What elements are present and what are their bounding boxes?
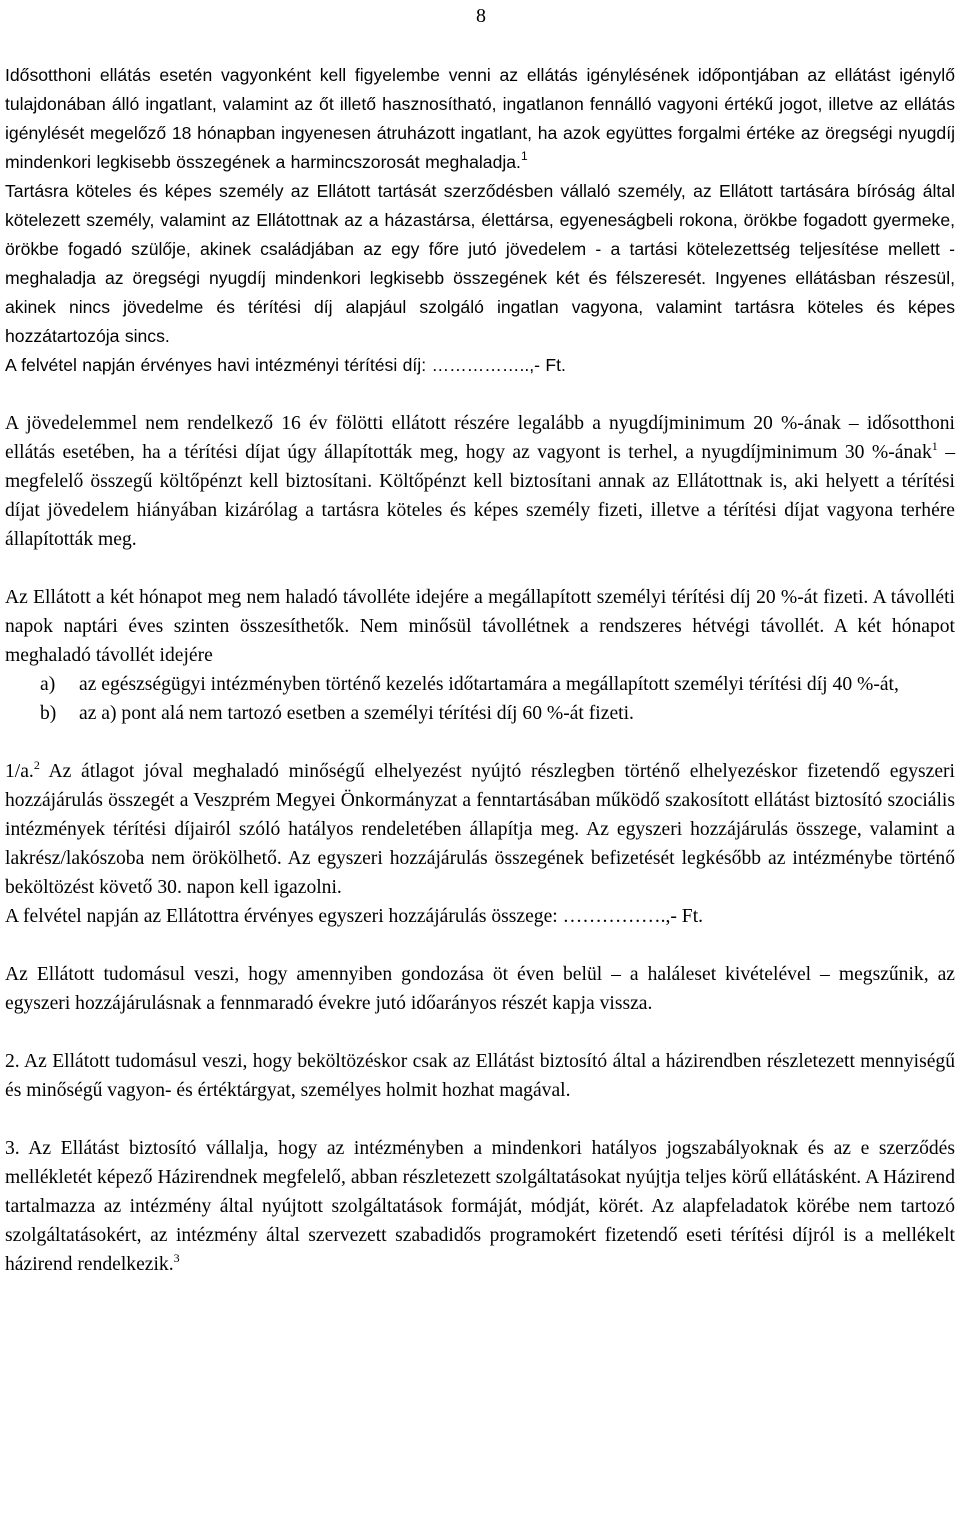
section-prefix: 1/a. xyxy=(5,761,34,782)
footnote-ref: 1 xyxy=(931,439,938,453)
list-text: az a) pont alá nem tartozó esetben a személyi térítési díj 60 %-át fizeti. xyxy=(79,703,634,724)
paragraph-text: 3. Az Ellátást biztosító vállalja, hogy az intézményben a mindenkori hatályos jogszabályoknak és az e szerződés mellékletét képező Házirendnek megfelelő, abban részletezett szolgáltatásokat nyújtja teljes körű ellátásként. A Házirend tartalmazza az intézmény által nyújtott szolgáltatások formáját, módját, körét. Az alapfeladatok körébe nem tartozó szolgáltatásokért, az intézmény által szervezett szabadidős programokért fizetendő eseti térítési díjról is a mellékelt házirend rendelkezik. xyxy=(5,1138,955,1275)
footnote-ref: 2 xyxy=(33,758,40,772)
paragraph-text: Idősotthoni ellátás esetén vagyonként kell figyelembe venni az ellátás igénylésének időpontjában az ellátást igénylő tulajdonában álló ingatlant, valamint az őt illető hasznosítható, ingatlanon fennálló vagyoni értékű jogot, illetve az ellátás igénylését megelőző 18 hónapban ingyenesen átruházott ingatlant, ha azok együttes forgalmi értéke az öregségi nyugdíj mindenkori legkisebb összegének a harmincszorosát meghaladja. xyxy=(5,65,955,172)
list-item-a xyxy=(5,670,955,699)
paragraph-services xyxy=(5,1134,955,1279)
paragraph-pocket-money xyxy=(5,409,955,554)
paragraph-text: – megfelelő összegű költőpénzt kell biztosítani. Költőpénzt kell biztosítani annak az Ellátottnak is, aki helyett a térítési díjat jövedelem hiányában kizárólag a tartásra köteles és képes személy fizeti, illetve a térítési díjat vagyona terhére állapították meg. xyxy=(5,442,955,550)
page-number: 8 xyxy=(476,5,486,27)
monthly-fee-line: A felvétel napján érvényes havi intézményi térítési díj: ……………..,- Ft. xyxy=(5,355,566,375)
footnote-ref: 1 xyxy=(520,149,528,163)
paragraph-refund: Az Ellátott tudomásul veszi, hogy amennyiben gondozása öt éven belül – a haláleset kivételével – megszűnik, az egyszeri hozzájárulásnak a fennmaradó évekre jutó időarányos részét kapja vissza. xyxy=(5,964,955,1014)
document-body xyxy=(5,61,955,1279)
paragraph-belongings: 2. Az Ellátott tudomásul veszi, hogy beköltözéskor csak az Ellátást biztosító által a házirendben részletezett mennyiségű és minőségű vagyon- és értéktárgyat, személyes holmit hozhat magával. xyxy=(5,1051,955,1101)
list-marker: a) xyxy=(40,674,56,695)
paragraph-text: A jövedelemmel nem rendelkező 16 év fölötti ellátott részére legalább a nyugdíjminimum 20 %-ának – idősotthoni ellátás esetében, ha a térítési díjat úgy állapították meg, hogy az vagyont is terhel, a nyugdíjminimum 30 %-ának xyxy=(5,413,955,463)
paragraph-text: Az átlagot jóval meghaladó minőségű elhelyezést nyújtó részlegben történő elhelyezéskor fizetendő egyszeri hozzájárulás összegét a Veszprém Megyei Önkormányzat a fenntartásában működő szakosított ellátást biztosító szociális intézmények térítési díjairól szóló hatályos rendeletében állapítja meg. Az egyszeri hozzájárulás összege, valamint a lakrész/lakószoba nem örökölhető. Az egyszeri hozzájárulás összegének befizetését legkésőbb az intézménybe történő beköltözést követő 30. napon kell igazolni. xyxy=(5,761,955,898)
paragraph-absence: Az Ellátott a két hónapot meg nem haladó távolléte idejére a megállapított személyi térítési díj 20 %-át fizeti. A távolléti napok naptári éves szinten összesíthetők. Nem minősül távollétnek a rendszeres hétvégi távollét. A két hónapot meghaladó távollét idejére xyxy=(5,587,955,666)
paragraph-asset-rules xyxy=(5,61,955,177)
list-text: az egészségügyi intézményben történő kezelés időtartamára a megállapított személyi térítési díj 40 %-át, xyxy=(79,674,899,695)
list-item-b xyxy=(5,699,955,728)
list-marker: b) xyxy=(40,703,57,724)
footnote-ref: 3 xyxy=(173,1251,180,1265)
contribution-amount-line: A felvétel napján az Ellátottra érvényes egyszeri hozzájárulás összege: …………….,- Ft. xyxy=(5,906,704,927)
paragraph-maintenance-obligation: Tartásra köteles és képes személy az Ellátott tartását szerződésben vállaló személy, az Ellátott tartására bíróság által kötelezett személy, valamint az Ellátottnak az a házastársa, élettársa, egyeneságbeli rokona, örökbe fogadott gyermeke, örökbe fogadó szülője, akinek családjában az egy főre jutó jövedelem - a tartási kötelezettség teljesítése mellett - meghaladja az öregségi nyugdíj mindenkori legkisebb összegének két és félszeresét. Ingyenes ellátásban részesül, akinek nincs jövedelme és térítési díj alapjául szolgáló ingatlan vagyona, valamint tartásra köteles és képes hozzátartozója sincs. xyxy=(5,181,955,346)
paragraph-one-time-contribution xyxy=(5,757,955,902)
